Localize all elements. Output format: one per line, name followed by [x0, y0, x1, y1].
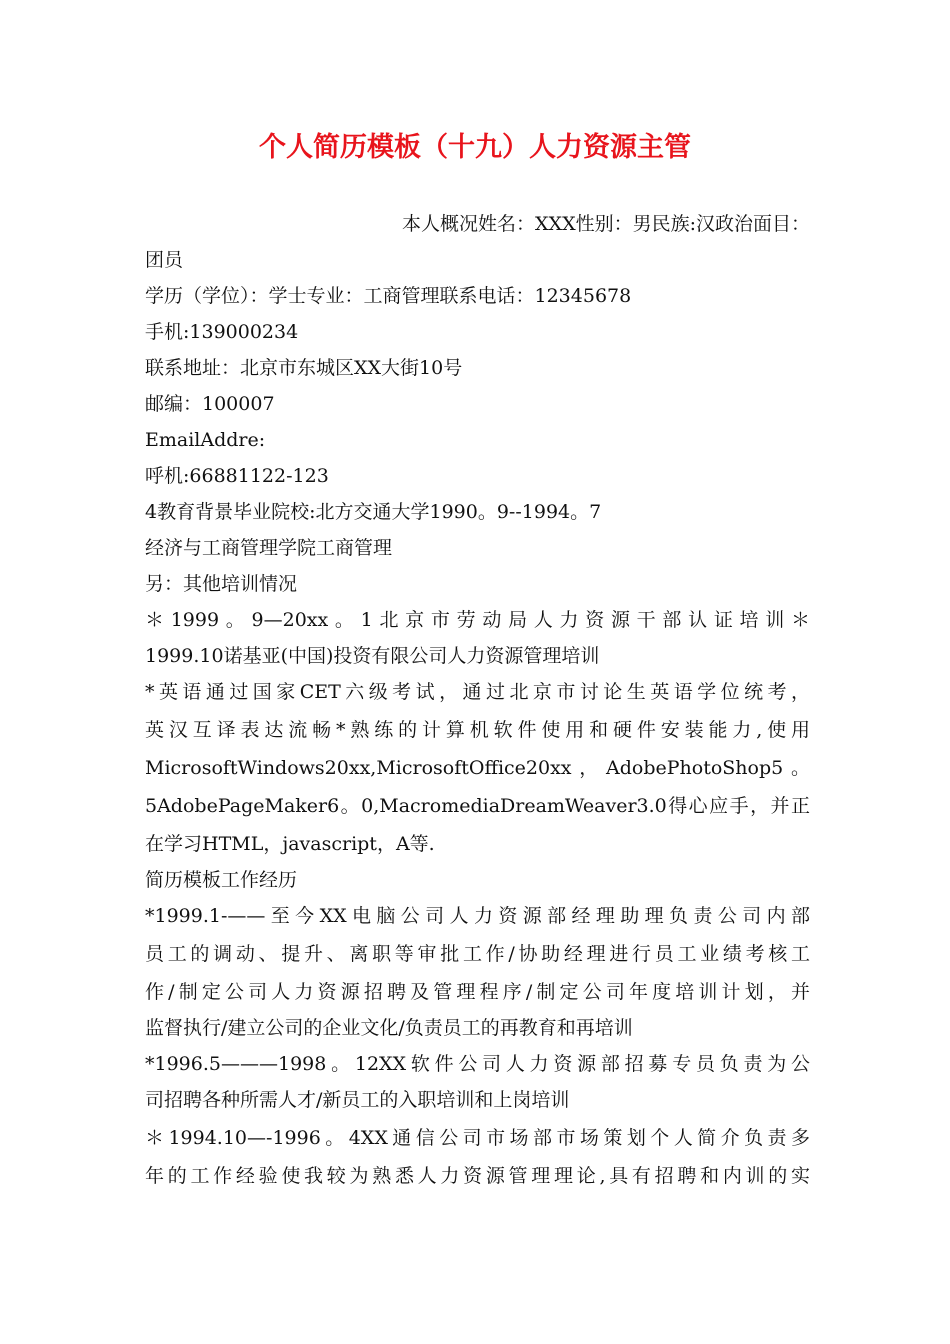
text-line-23: 监督执行/建立公司的企业文化/负责员工的再教育和再培训 [145, 1017, 633, 1039]
text-line-3: 学历（学位）：学士专业：工商管理联系电话：12345678 [145, 285, 632, 307]
text-line-10: 经济与工商管理学院工商管理 [145, 537, 393, 559]
text-line-22: 作/制定公司人力资源招聘及管理程序/制定公司年度培训计划，并 [145, 981, 810, 1003]
text-line-24: *1996.5———1998。12XX软件公司人力资源部招募专员负责为公 [145, 1053, 810, 1075]
text-line-19: 简历模板工作经历 [145, 869, 298, 891]
text-line-4: 手机:139000234 [145, 321, 299, 343]
text-line-20: *1999.1-——至今XX电脑公司人力资源部经理助理负责公司内部 [145, 905, 810, 927]
document-title: 个人简历模板（十九）人力资源主管 [259, 132, 691, 163]
text-line-8: 呼机:66881122-123 [145, 465, 329, 487]
text-line-27: 年的工作经验使我较为熟悉人力资源管理理论,具有招聘和内训的实 [145, 1165, 810, 1187]
text-line-25: 司招聘各种所需人才/新员工的入职培训和上岗培训 [145, 1089, 570, 1111]
text-line-9: 4教育背景毕业院校:北方交通大学1990。9--1994。7 [145, 501, 602, 523]
text-line-26: ＊1994.10—-1996。4XX通信公司市场部市场策划个人简介负责多 [145, 1127, 810, 1149]
text-line-6: 邮编：100007 [145, 393, 275, 415]
text-line-7: EmailAddre: [145, 429, 266, 451]
text-line-13: 1999.10诺基亚(中国)投资有限公司人力资源管理培训 [145, 645, 600, 667]
text-line-11: 另：其他培训情况 [145, 573, 298, 595]
text-line-15: 英汉互译表达流畅*熟练的计算机软件使用和硬件安装能力,使用 [145, 719, 810, 741]
text-line-17: 5AdobePageMaker6。0,MacromediaDreamWeaver3.0得心应手，并正 [145, 795, 810, 817]
text-line-18: 在学习HTML，javascript，A等. [145, 833, 435, 855]
text-line-12: ＊1999。9—20xx。1北京市劳动局人力资源干部认证培训＊ [145, 609, 810, 631]
text-line-2: 团员 [145, 249, 184, 271]
text-line-16: MicrosoftWindows20xx,MicrosoftOffice20xx，AdobePhotoShop5。 [145, 757, 810, 779]
text-line-21: 员工的调动、提升、离职等审批工作/协助经理进行员工业绩考核工 [145, 943, 810, 965]
text-line-5: 联系地址：北京市东城区XX大街10号 [145, 357, 463, 379]
text-line-1: 本人概况姓名：XXX性别：男民族:汉政治面目： [402, 213, 810, 235]
text-line-14: *英语通过国家CET六级考试，通过北京市讨论生英语学位统考， [145, 681, 810, 703]
